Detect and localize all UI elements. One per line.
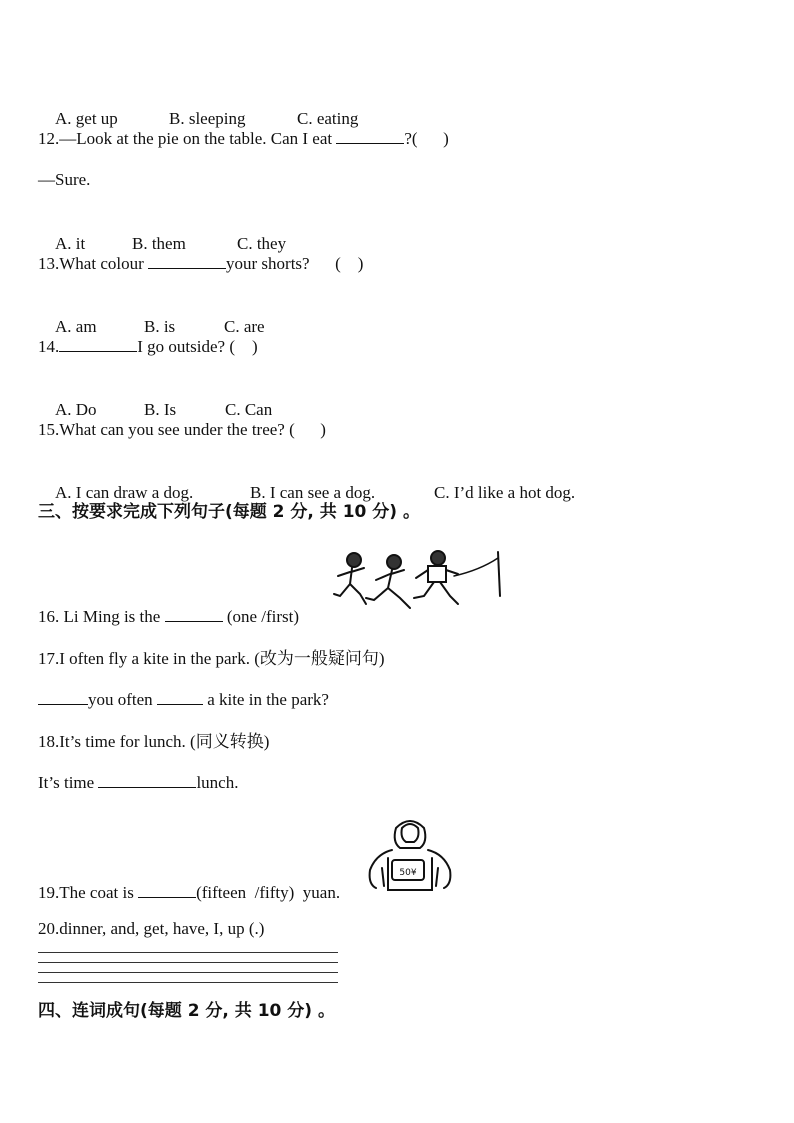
q19-blank [138,882,196,898]
q17-answer [38,689,329,711]
q15-question: 15.What can you see under the tree? ( ) [38,420,326,439]
running-race-illustration [330,548,508,618]
q17-blank-2 [157,689,203,705]
q11-option-b: B. sleeping [169,109,246,128]
q18-answer [38,772,238,794]
q14-option-a: A. Do [55,400,97,419]
q12-bracket: ?( ) [404,129,449,148]
q19-question [38,882,340,904]
q16-question [38,606,299,628]
q14-question [38,336,258,358]
q12-blank [336,128,404,144]
writing-line[interactable] [38,962,338,963]
price-tag-text: 50¥ [399,868,417,878]
q12-answer: —Sure. [38,170,91,189]
q12-option-a: A. it [55,234,86,253]
writing-line[interactable] [38,982,338,983]
q12-question [38,128,449,150]
q17-question: 17.I often fly a kite in the park. (改为一般疑问句) [38,649,385,668]
q18-text-end: lunch. [196,773,239,792]
q12-option-c: C. they [237,234,287,253]
coat-price-illustration [362,814,458,896]
q16-blank [165,606,223,622]
q13-text: 13.What colour [38,254,148,273]
q13-option-a: A. am [55,317,97,336]
q14-text-end: I go outside? ( ) [137,337,258,356]
q18-blank [98,772,196,788]
q16-text: 16. Li Ming is the [38,607,165,626]
q15-option-a: A. I can draw a dog. [55,483,194,502]
q18-text: It’s time [38,773,99,792]
section-3-heading: 三、按要求完成下列句子(每题 2 分, 共 10 分) 。 [38,502,420,522]
q14-option-c: C. Can [225,400,273,419]
q19-text: 19.The coat is [38,883,139,902]
q17-blank-1 [38,689,88,705]
writing-line[interactable] [38,952,338,953]
q17-text-mid: you often [88,690,157,709]
q20-writing-lines[interactable] [38,952,338,992]
section-4-heading: 四、连词成句(每题 2 分, 共 10 分) 。 [38,1001,335,1021]
q11-option-a: A. get up [55,109,118,128]
q18-question: 18.It’s time for lunch. (同义转换) [38,732,270,751]
q20-question: 20.dinner, and, get, have, I, up (.) [38,919,265,938]
q13-blank [148,253,226,269]
q17-text-end: a kite in the park? [202,690,329,709]
q12-text: 12.—Look at the pie on the table. Can I eat [38,129,337,148]
q14-number: 14. [38,337,60,356]
writing-line[interactable] [38,972,338,973]
q14-blank [59,336,137,352]
q15-option-c: C. I’d like a hot dog. [434,483,576,502]
q19-text-end: (fifteen /fifty) yuan. [196,883,341,902]
q13-text-end: your shorts? ( ) [226,254,364,273]
q15-option-b: B. I can see a dog. [250,483,376,502]
q13-option-c: C. are [224,317,265,336]
q16-text-end: (one /first) [222,607,300,626]
q14-option-b: B. Is [144,400,177,419]
q11-option-c: C. eating [297,109,359,128]
q13-option-b: B. is [144,317,176,336]
q12-option-b: B. them [132,234,186,253]
q13-question [38,253,363,275]
